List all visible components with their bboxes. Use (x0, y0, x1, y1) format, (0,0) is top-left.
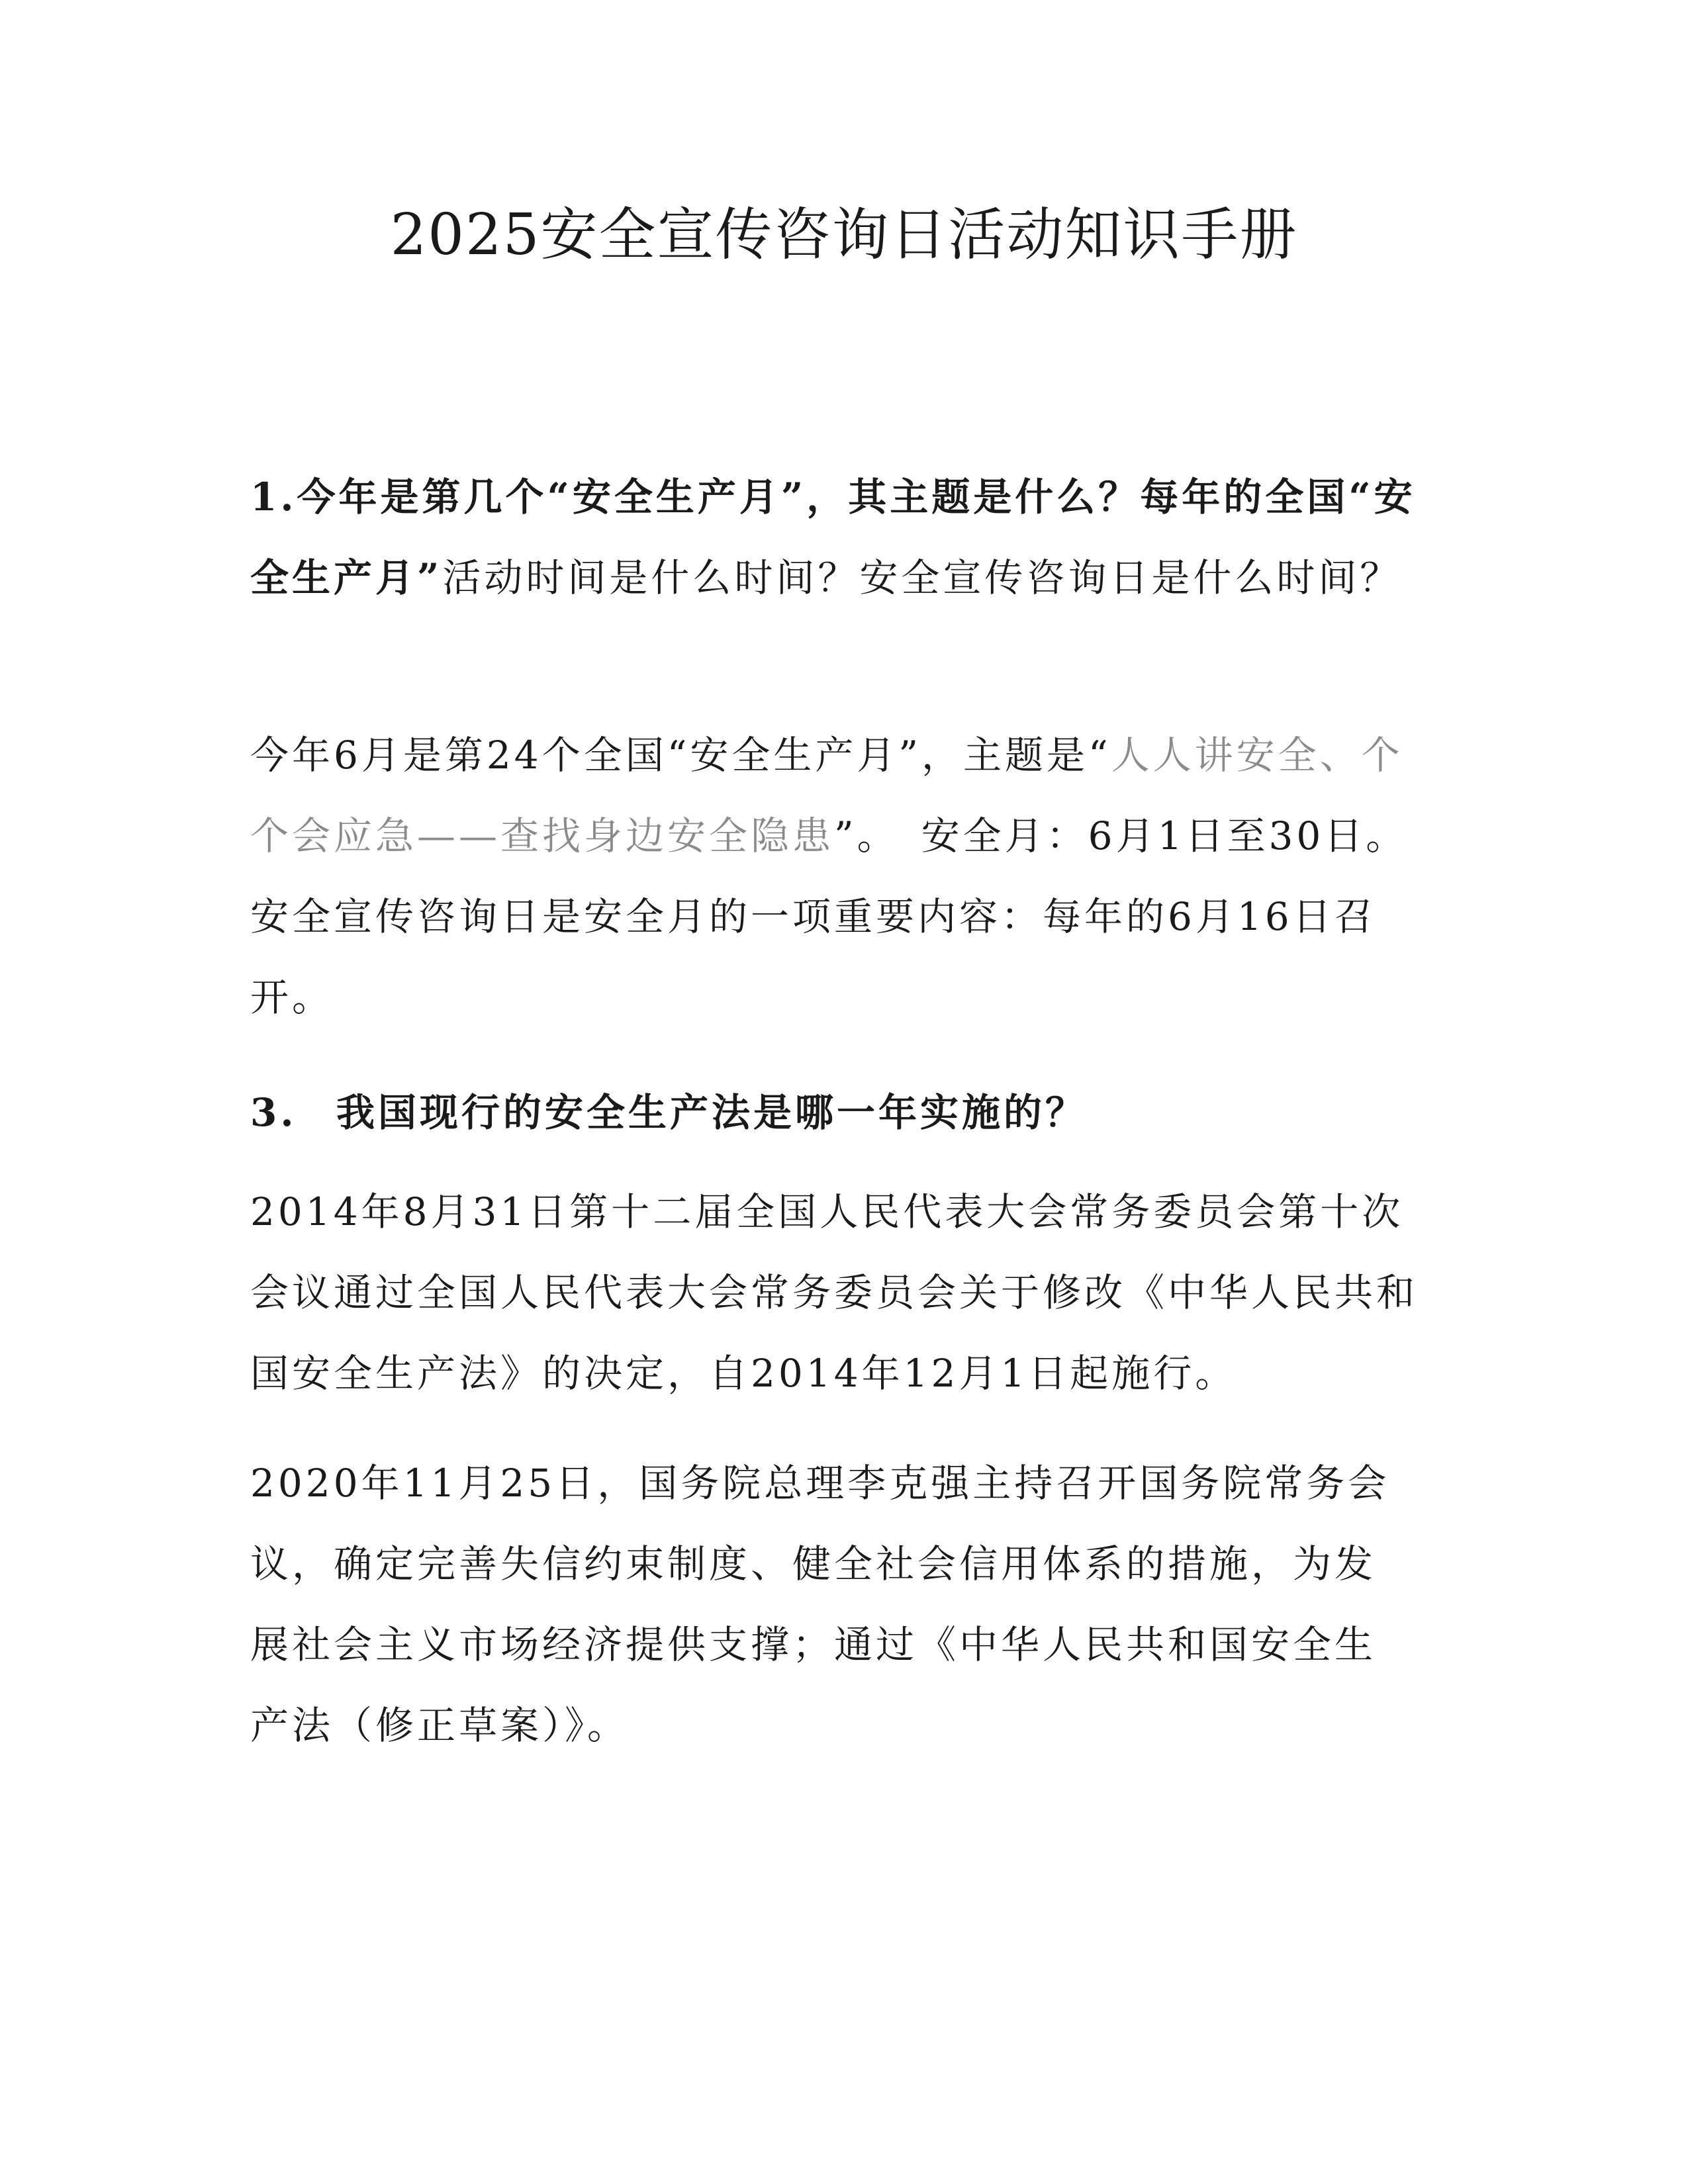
question-1-bold: 1.今年是第几个“安全生产月”，其主题是什么？每年的全国“安全生产月” (250, 475, 1416, 600)
answer-3-paragraph-2: 2020年11月25日，国务院总理李克强主持召开国务院常务会议，确定完善失信约束制度、健全社会信用体系的措施，为发展社会主义市场经济提供支撑；通过《中华人民共和国安全生产法（修正草案）》。 (250, 1461, 1390, 1748)
page-title: 2025安全宣传咨询日活动知识手册 (390, 202, 1298, 268)
question-3 (250, 1072, 1442, 1153)
answer-3-paragraph-1: 2014年8月31日第十二届全国人民代表大会常务委员会第十次会议通过全国人民代表大会常务委员会关于修改《中华人民共和国安全生产法》的决定，自2014年12月1日起施行。 (250, 1189, 1419, 1396)
question-3-text: 我国现行的安全生产法是哪一年实施的？ (336, 1090, 1088, 1135)
answer-1-theme: 人人讲安全、个个会应急——查找身边安全隐患 (250, 733, 1403, 858)
question-1 (250, 457, 1442, 618)
question-1-rest: 活动时间是什么时间？安全宣传咨询日是什么时间？ (442, 555, 1402, 600)
answer-1-part2: ”。 安全月：6月1日至30日。安全宣传咨询日是安全月的一项重要内容：每年的6月16日召开。 (250, 813, 1408, 1020)
answer-1 (250, 715, 1442, 1038)
question-3-number: 3. (250, 1090, 297, 1135)
answer-1-part1: 今年6月是第24个全国“安全生产月”，主题是“ (250, 733, 1111, 778)
